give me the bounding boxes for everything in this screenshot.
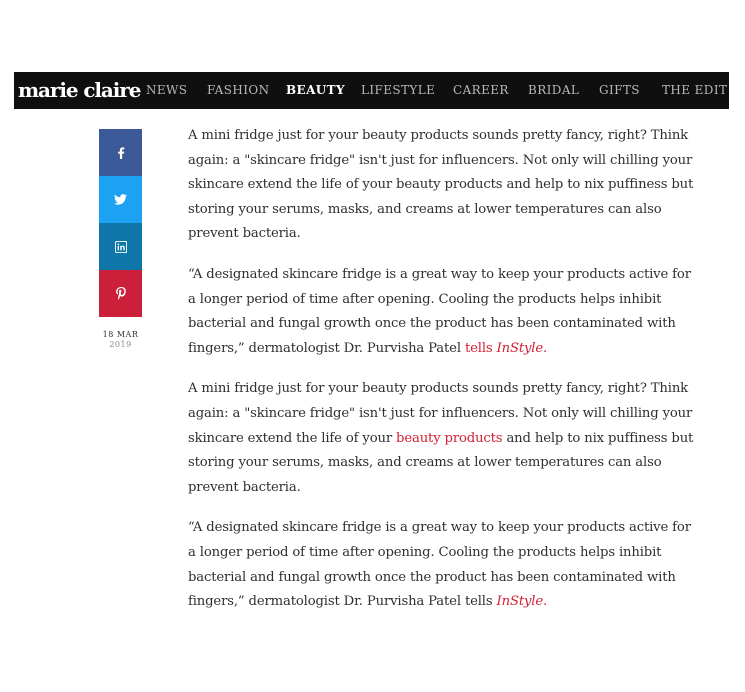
nav-item-career[interactable]: CAREER <box>453 83 509 97</box>
article-paragraph-4-text: “A designated skincare fridge is a great way to keep your products active for a longer period of time after opening. Cooling the products helps inhibit bacterial and fungal growth once the product has been contaminated with fingers,” dermatologist Dr. Purvisha Patel tells <box>188 520 691 610</box>
beauty-products-link[interactable]: beauty products <box>396 430 503 446</box>
nav-item-gifts[interactable]: GIFTS <box>599 83 640 97</box>
article-paragraph-3 <box>188 377 698 500</box>
instyle-link-2[interactable] <box>497 594 548 609</box>
nav-item-fashion[interactable]: FASHION <box>207 83 270 97</box>
share-twitter-button[interactable] <box>99 176 142 223</box>
publish-date <box>99 330 142 350</box>
instyle-link-2-period: . <box>543 594 548 610</box>
share-pinterest-button[interactable] <box>99 270 142 317</box>
nav-item-lifestyle[interactable]: LIFESTYLE <box>361 83 436 97</box>
main-nav <box>14 72 729 109</box>
instyle-link[interactable] <box>465 341 547 356</box>
nav-item-the-edit[interactable]: THE EDIT <box>662 83 728 97</box>
instyle-link-period: . <box>543 340 548 356</box>
linkedin-icon <box>115 241 127 253</box>
article-paragraph-1-text: A mini fridge just for your beauty products sounds pretty fancy, right? Think again: a "skincare fridge" isn't just for influencers. Not only will chilling your skincare extend the life of your beauty products and help to nix puffiness but storing your serums, masks, and creams at lower temperatures can also prevent bacteria. <box>188 128 694 242</box>
twitter-icon <box>114 194 127 205</box>
instyle-link-2-label: InStyle <box>496 594 544 610</box>
instyle-link-label: InStyle <box>496 340 544 356</box>
article-body <box>188 124 698 631</box>
nav-item-news[interactable]: NEWS <box>146 83 188 97</box>
share-rail <box>99 129 142 317</box>
publish-date-day-month: 18 MAR <box>102 330 139 339</box>
share-linkedin-button[interactable] <box>99 223 142 270</box>
top-navigation-bar <box>14 72 729 109</box>
nav-item-bridal[interactable]: BRIDAL <box>528 83 580 97</box>
nav-item-beauty[interactable]: BEAUTY <box>286 83 345 97</box>
share-facebook-button[interactable] <box>99 129 142 176</box>
article-paragraph-2 <box>188 263 698 361</box>
instyle-link-prefix: tells <box>464 340 497 356</box>
facebook-icon <box>116 147 126 159</box>
publish-date-year: 2019 <box>109 340 132 349</box>
article-paragraph-1 <box>188 124 698 247</box>
article-paragraph-3-text-after: and help to nix puffiness but storing your serums, masks, and creams at lower temperatures can also prevent bacteria. <box>188 430 694 495</box>
marie-claire-logo[interactable]: marie claire <box>18 78 141 102</box>
article-paragraph-4 <box>188 516 698 614</box>
article-paragraph-2-text: “A designated skincare fridge is a great way to keep your products active for a longer period of time after opening. Cooling the products helps inhibit bacterial and fungal growth once the product has been contaminated with fingers,” dermatologist Dr. Purvisha Patel <box>188 266 691 356</box>
article-paragraph-3-text-before: A mini fridge just for your beauty products sounds pretty fancy, right? Think again: a "skincare fridge" isn't just for influencers. Not only will chilling your skincare extend the life of your <box>188 381 693 446</box>
pinterest-icon <box>116 287 126 300</box>
